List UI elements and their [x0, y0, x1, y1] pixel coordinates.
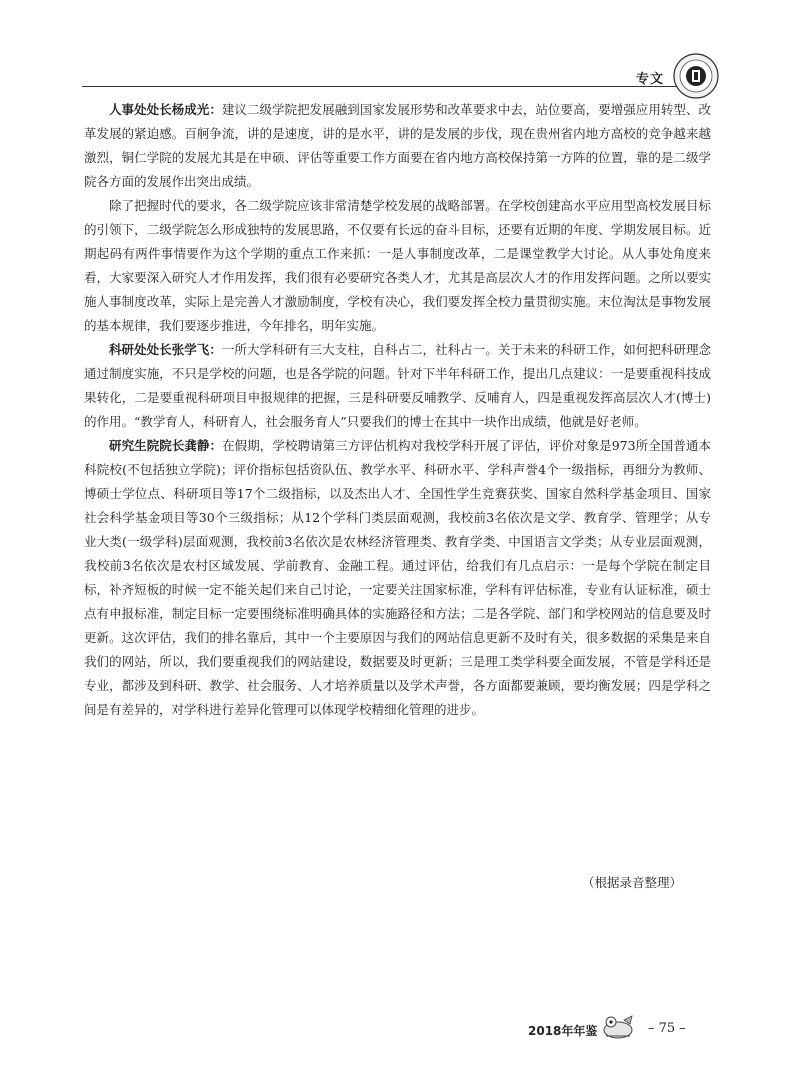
source-note: （根据录音整理）: [582, 875, 683, 890]
speaker-label: 人事处处长杨成光：: [109, 102, 222, 117]
article-body: [84, 98, 711, 722]
paragraph-yang: [84, 98, 711, 194]
paragraph-zhang: [84, 338, 711, 434]
paragraph-text: 一所大学科研有三大支柱，自科占二，社科占一。关于未来的科研工作，如何把科研理念通过制度实施，不只是学校的问题，也是各学院的问题。针对下半年科研工作，提出几点建议：一是要重视科技成果转化，二是要重视科研项目申报规律的把握，三是科研要反哺教学、反哺育人，四是重视发挥高层次人才(博士)的作用。“教学育人，科研育人，社会服务育人”只要我们的博士在其中一块作出成绩，他就是好老师。: [84, 342, 711, 429]
paragraph-personnel-reform: [84, 194, 711, 338]
header-rule: [82, 86, 688, 87]
paragraph-text: 建议二级学院把发展融到国家发展形势和改革要求中去，站位要高，要增强应用转型、改革发展的紧迫感。百舸争流，讲的是速度，讲的是水平，讲的是发展的步伐，现在贵州省内地方高校的竞争越来越激烈，铜仁学院的发展尤其是在申硕、评估等重要工作方面要在省内地方高校保持第一方阵的位置，靠的是二级学院各方面的发展作出突出成绩。: [84, 102, 711, 189]
yearbook-label: 2018年年鉴: [528, 1024, 598, 1038]
speaker-label: 研究生院院长龚静：: [109, 438, 223, 453]
paragraph-text: 在假期，学校聘请第三方评估机构对我校学科开展了评估，评价对象是973所全国普通本科院校(不包括独立学院)；评价指标包括资队伍、教学水平、科研水平、学科声誉4个一级指标，再细分为教师、博硕士学位点、科研项目等17个二级指标，以及杰出人才、全国性学生竞赛获奖、国家自然科学基金项目、国家社会科学基金项目等30个三级指标；从12个学科门类层面观测，我校前3名依次是文学、教育学、管理学；从专业大类(一级学科)层面观测，我校前3名依次是农林经济管理类、教育学类、中国语言文学类；从专业层面观测，我校前3名依次是农村区域发展、学前教育、金融工程。通过评估，给我们有几点启示：一是每个学院在制定目标，补齐短板的时候一定不能关起们来自己讨论，一定要关注国家标准，学科有评估标准，专业有认证标准，硕士点有申报标准，制定目标一定要围绕标准明确具体的实施路径和方法；二是各学院、部门和学校网站的信息要及时更新。这次评估，我们的排名靠后，其中一个主要原因与我们的网站信息更新不及时有关，很多数据的采集是来自我们的网站，所以，我们要重视我们的网站建设，数据要及时更新；三是理工类学科要全面发展，不管是学科还是专业，都涉及到科研、教学、社会服务、人才培养质量以及学术声誉，各方面都要兼顾，要均衡发展；四是学科之间是有差异的，对学科进行差异化管理可以体现学校精细化管理的进步。: [84, 438, 711, 717]
university-seal-icon: [672, 52, 720, 100]
mascot-icon: [598, 1012, 638, 1040]
section-label: 专文: [636, 72, 665, 87]
speaker-label: 科研处处长张学飞：: [109, 342, 222, 357]
paragraph-gong: [84, 434, 711, 722]
paragraph-text: 除了把握时代的要求，各二级学院应该非常清楚学校发展的战略部署。在学校创建高水平应用型高校发展目标的引领下，二级学院怎么形成独特的发展思路，不仅要有长远的奋斗目标，还要有近期的年度、学期发展目标。近期起码有两件事情要作为这个学期的重点工作来抓：一是人事制度改革，二是课堂教学大讨论。从人事处角度来看，大家要深入研究人才作用发挥，我们很有必要研究各类人才，尤其是高层次人才的作用发挥问题。之所以要实施人事制度改革，实际上是完善人才激励制度，学校有决心，我们要发挥全校力量贯彻实施。末位淘汰是事物发展的基本规律，我们要逐步推进，今年排名，明年实施。: [84, 198, 711, 333]
page-number: – 75 –: [648, 1021, 686, 1036]
